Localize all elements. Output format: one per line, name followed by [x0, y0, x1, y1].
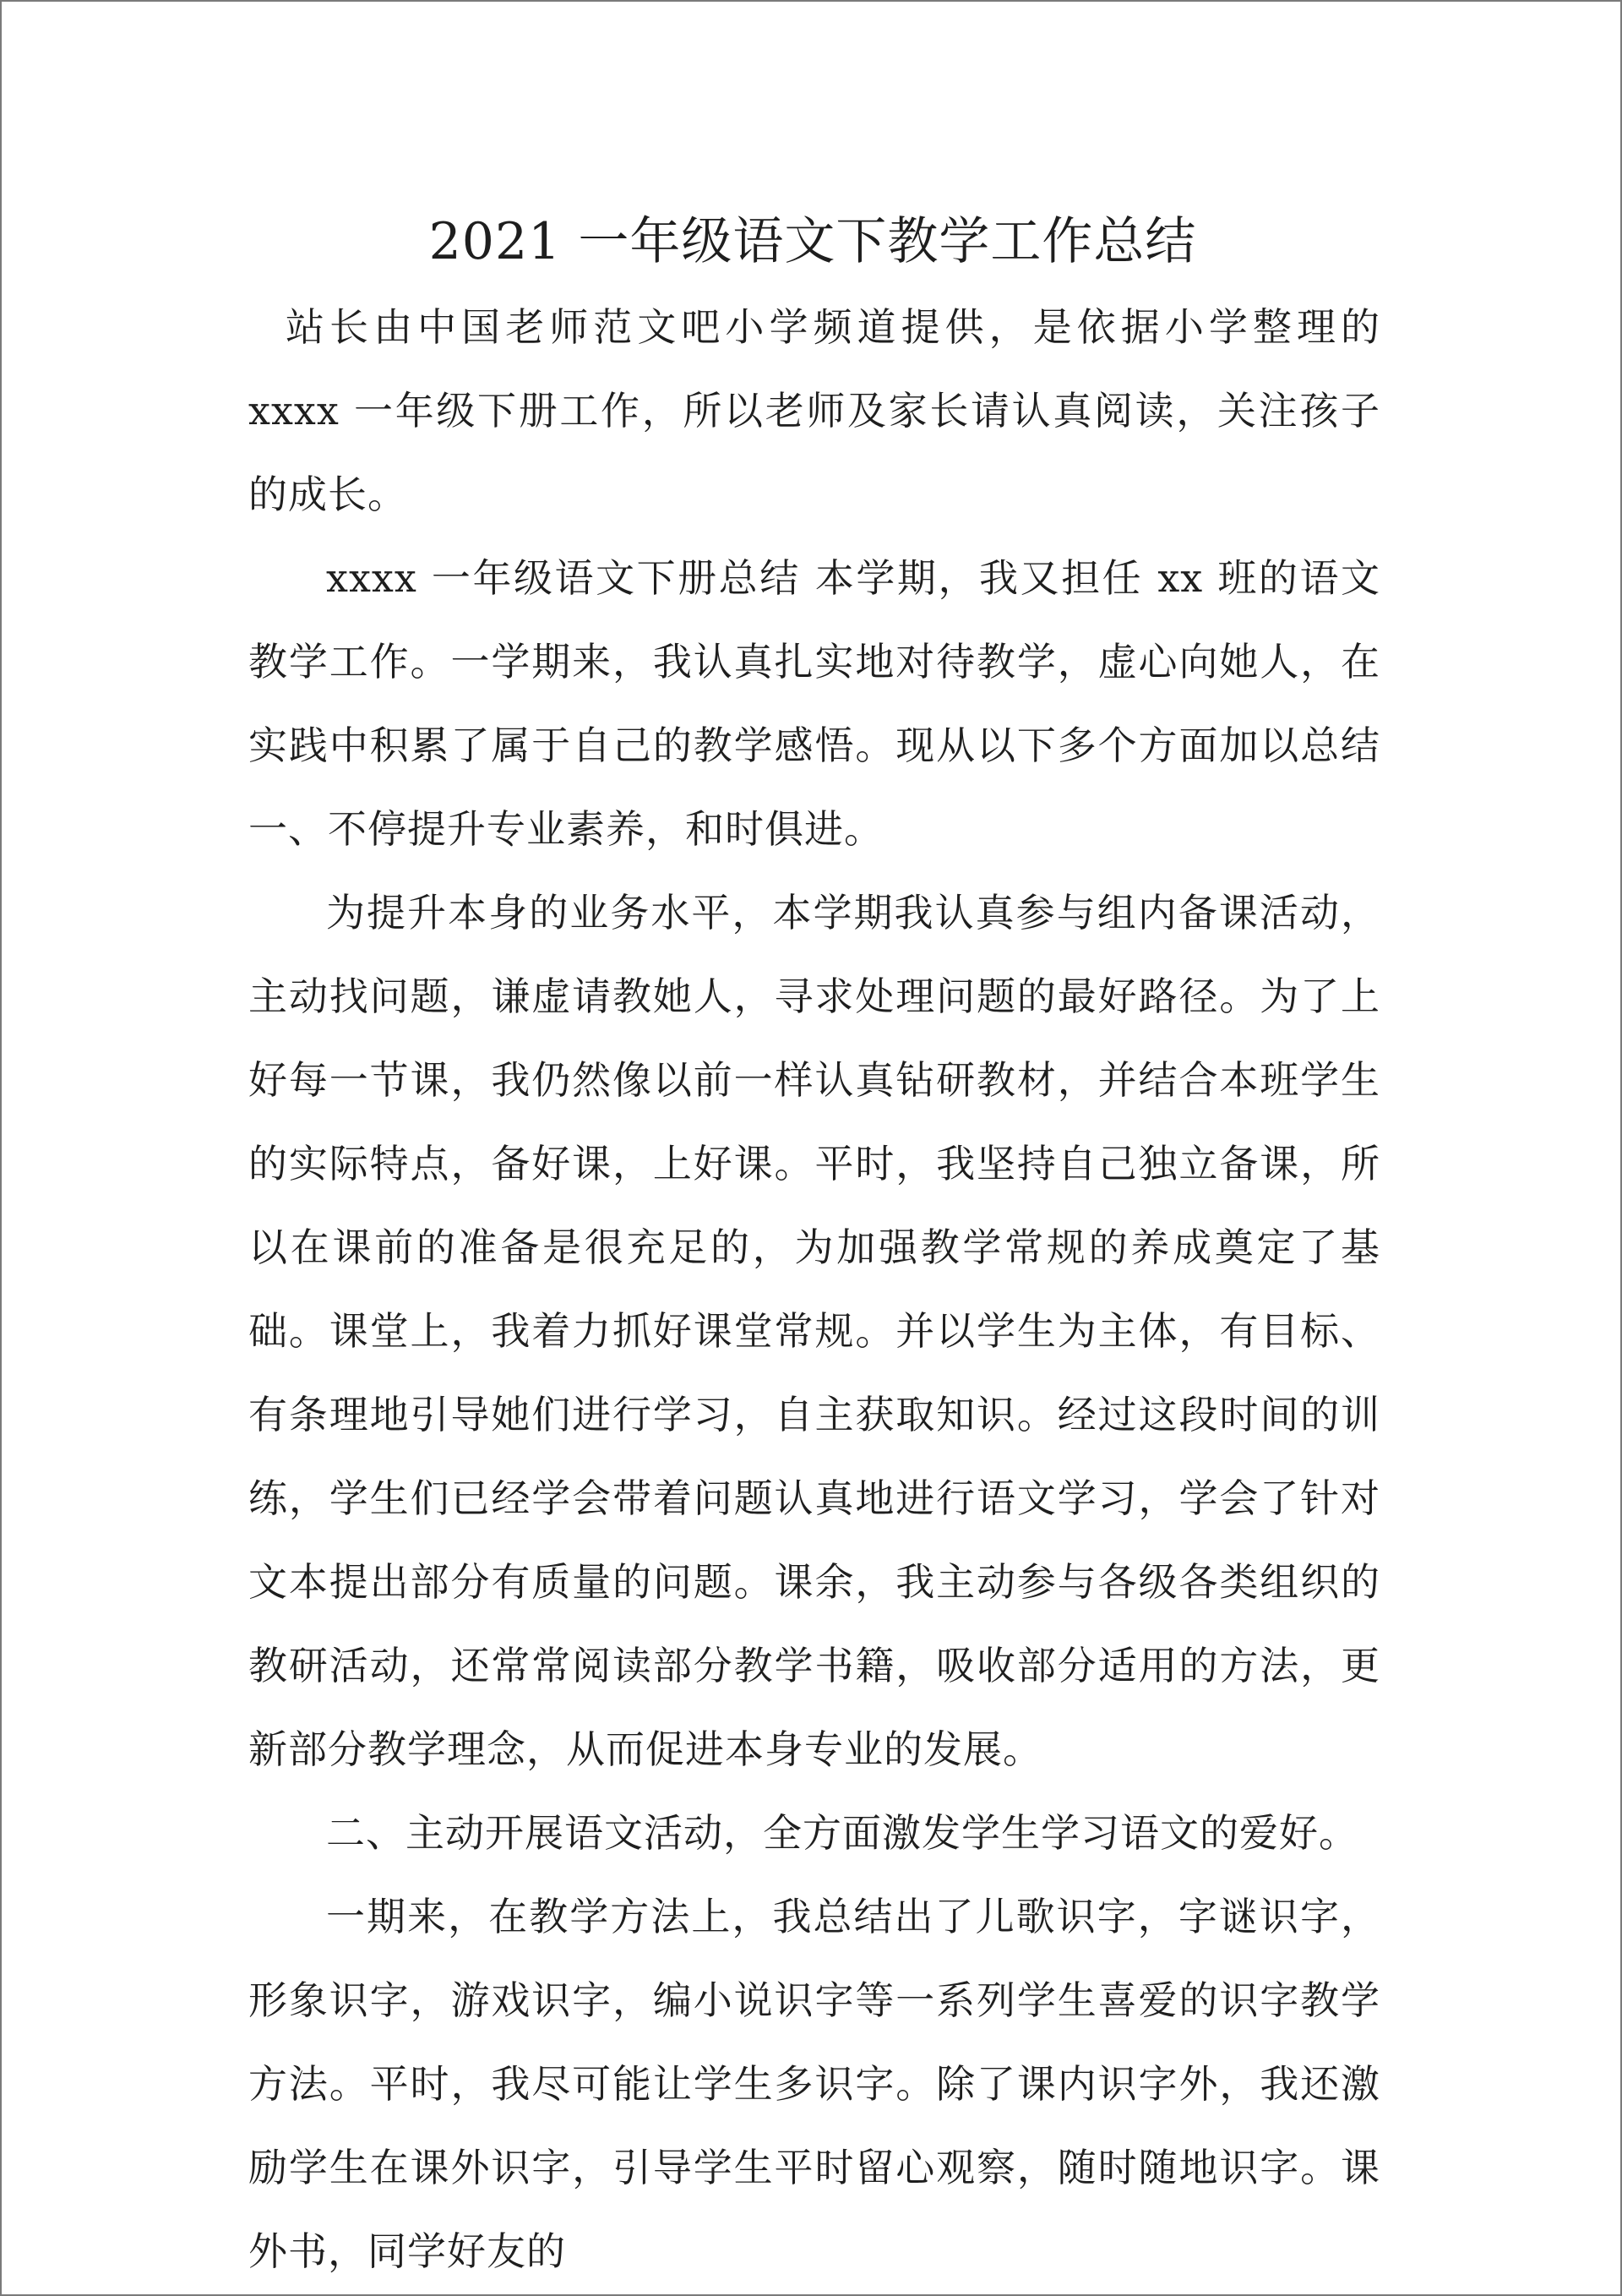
paragraph-intro: 站长由中国老师范文吧小学频道提供，是依据小学整理的 xxxx 一年级下册工作，所以老师及家长请认真阅读，关注孩子的成长。 — [248, 304, 1380, 517]
paragraph-professional-development: 为提升本身的业务水平，本学期我认真参与组内备课活动，主动找问题，谦虚请教她人，寻求处理问题的最好路径。为了上好每一节课，我仍然像以前一样认真钻研教材，并结合本班学生的实际特点，备好课，上好课。平时，我坚持自己独立备课，所以在课前的准备是很充足的，为加强教学常规的养成奠定了基础。课堂上，我着力抓好课堂常规。并以学生为主体，有目标、有条理地引导她们进行学习，自主获取知识。经过这段时间的训练，学生们已经学会带着问题认真地进行语文学习，学会了针对文本提出部分有质量的问题。课余，我主动参与各级各类组织的教研活动，还常常阅读部分教学书籍，吸收部分适用的方法，更新部分教学理念，从而促进本身专业的发展。 — [248, 890, 1380, 1772]
document-body — [248, 286, 1380, 2293]
paragraph-summary-opening: xxxx 一年级语文下册总结 本学期，我又担任 xx 班的语文教学工作。一学期来，我认真扎实地对待教学，虚心向她人，在实践中积累了属于自己的教学感悟。现从以下多个方面加以总结 一、不停提升专业素养，和时俱进。 — [248, 555, 1380, 852]
paragraph-literacy-methods: 一期来，在教学方法上，我总结出了儿歌识字，字谜识字，形象识字，游戏识字，编小说识字等一系列学生喜爱的识字教学方法。平时，我尽可能让学生多识字。除了课内识字外，我还激励学生在课外识字，引导学生平时留心观察，随时随地识字。课外书，同学好友的 — [248, 1894, 1380, 2274]
section-heading-activities: 二、主动开展语文活动，全方面激发学生学习语文的爱好。 — [326, 1810, 1358, 1856]
document-title: 2021 一年级语文下教学工作总结 — [428, 212, 1197, 271]
